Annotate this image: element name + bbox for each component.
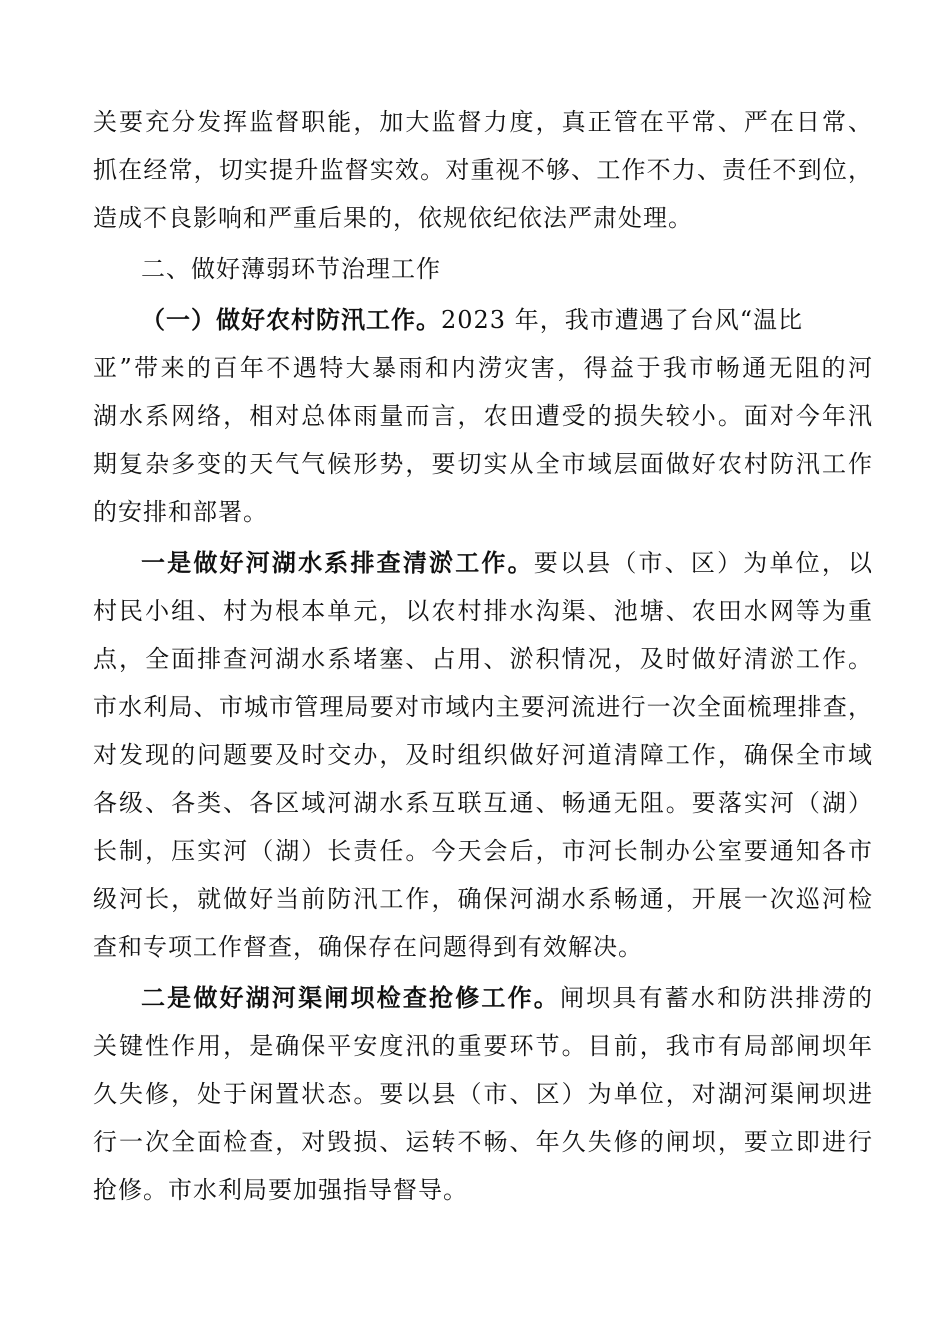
paragraph-two bbox=[93, 974, 873, 1214]
section-heading: 二、做好薄弱环节治理工作 bbox=[141, 255, 441, 283]
paragraph-one-text: 要以县（市、区）为单位，以 bbox=[533, 549, 874, 577]
text-line: 抓在经常，切实提升监督实效。对重视不够、工作不力、责任不到位， bbox=[93, 156, 873, 184]
text-line: 村民小组、村为根本单元，以农村排水沟渠、池塘、农田水网等为重 bbox=[93, 597, 873, 625]
text-line: 市水利局、市城市管理局要对市域内主要河流进行一次全面梳理排查， bbox=[93, 693, 873, 721]
text-line: 长制，压实河（湖）长责任。今天会后，市河长制办公室要通知各市 bbox=[93, 837, 873, 865]
text-line: 关要充分发挥监督职能，加大监督力度，真正管在平常、严在日常、 bbox=[93, 108, 873, 136]
text-line: 级河长，就做好当前防汛工作，确保河湖水系畅通，开展一次巡河检 bbox=[93, 885, 873, 913]
sub-section-paragraph bbox=[93, 296, 873, 536]
text-line: 抢修。市水利局要加强指导督导。 bbox=[93, 1176, 468, 1204]
text-line: 各级、各类、各区域河湖水系互联互通、畅通无阻。要落实河（湖） bbox=[93, 789, 873, 817]
sub-heading-text: 2023 年，我市遭遇了台风“温比 bbox=[441, 306, 803, 334]
document-body bbox=[93, 98, 873, 1214]
text-line: 行一次全面检查，对毁损、运转不畅、年久失修的闸坝，要立即进行 bbox=[93, 1128, 873, 1156]
sub-heading: （一）做好农村防汛工作。 bbox=[141, 306, 441, 334]
paragraph-two-lead: 二是做好湖河渠闸坝检查抢修工作。 bbox=[141, 984, 560, 1012]
paragraph-one bbox=[93, 539, 873, 971]
text-line bbox=[93, 539, 873, 587]
paragraph-one-lead: 一是做好河湖水系排查清淤工作。 bbox=[141, 549, 534, 577]
text-line bbox=[93, 296, 873, 344]
text-line: 亚”带来的百年不遇特大暴雨和内涝灾害，得益于我市畅通无阻的河 bbox=[93, 354, 873, 382]
text-line: 期复杂多变的天气气候形势，要切实从全市域层面做好农村防汛工作 bbox=[93, 450, 873, 478]
text-line bbox=[93, 974, 873, 1022]
text-line: 关键性作用，是确保平安度汛的重要环节。目前，我市有局部闸坝年 bbox=[93, 1032, 873, 1060]
text-line: 的安排和部署。 bbox=[93, 498, 268, 526]
text-line: 查和专项工作督查，确保存在问题得到有效解决。 bbox=[93, 933, 643, 961]
intro-paragraph bbox=[93, 98, 873, 242]
paragraph-two-text: 闸坝具有蓄水和防洪排涝的 bbox=[559, 984, 874, 1012]
text-line: 湖水系网络，相对总体雨量而言，农田遭受的损失较小。面对今年汛 bbox=[93, 402, 873, 430]
text-line: 点，全面排查河湖水系堵塞、占用、淤积情况，及时做好清淤工作。 bbox=[93, 645, 873, 673]
text-line: 久失修，处于闲置状态。要以县（市、区）为单位，对湖河渠闸坝进 bbox=[93, 1080, 873, 1108]
text-line: 对发现的问题要及时交办，及时组织做好河道清障工作，确保全市域 bbox=[93, 741, 873, 769]
text-line: 造成不良影响和严重后果的，依规依纪依法严肃处理。 bbox=[93, 204, 693, 232]
